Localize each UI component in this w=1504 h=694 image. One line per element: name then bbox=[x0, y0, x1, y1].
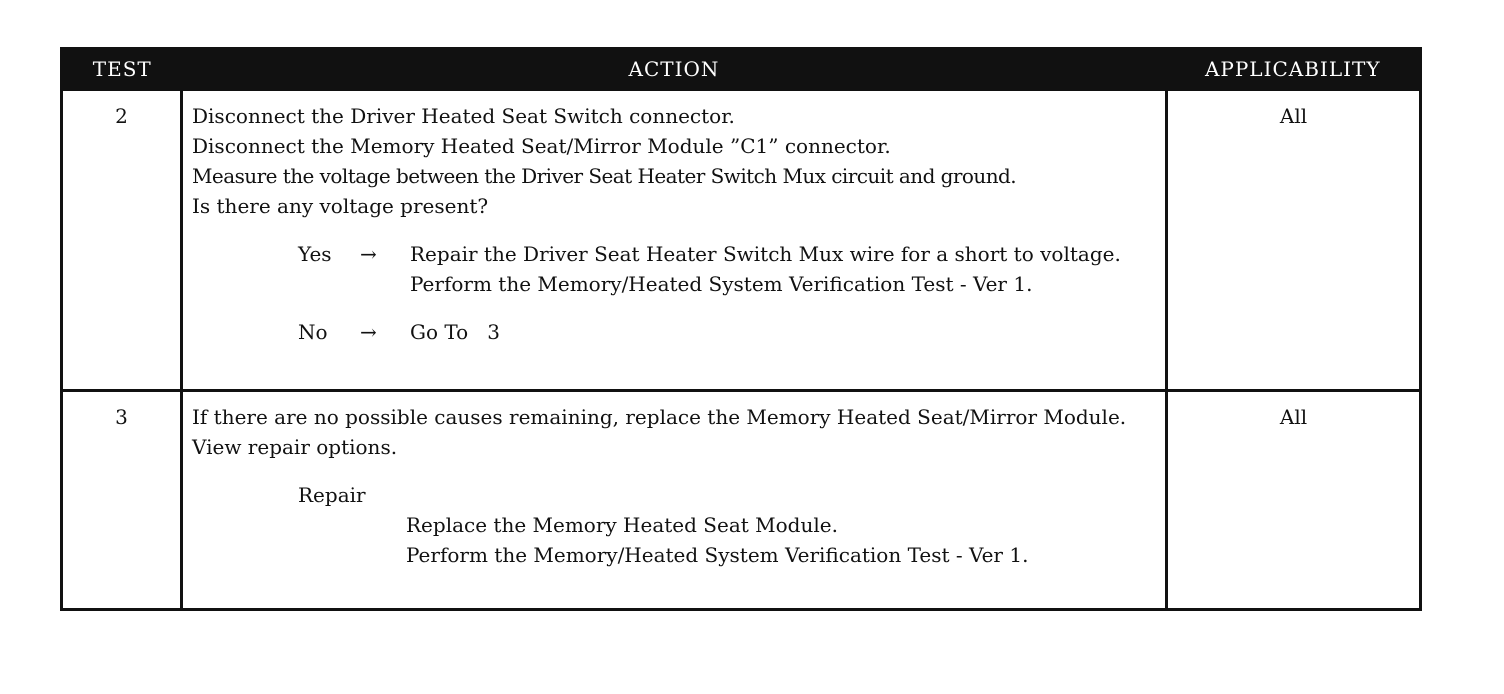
action-cell bbox=[182, 391, 1167, 610]
action-line: If there are no possible causes remaining, replace the Memory Heated Seat/Mirror Module. bbox=[192, 405, 1127, 429]
right-arrow-icon: → bbox=[360, 242, 377, 266]
yes-label: Yes bbox=[298, 242, 332, 266]
repair-block bbox=[298, 480, 1157, 570]
right-arrow-icon: → bbox=[360, 320, 377, 344]
applicability-value: All bbox=[1167, 391, 1421, 610]
yes-repair-text: Repair the Driver Seat Heater Switch Mux wire for a short to voltage. bbox=[410, 242, 1121, 266]
no-label: No bbox=[298, 320, 328, 344]
table-header-row bbox=[62, 49, 1421, 90]
action-line: Measure the voltage between the Driver Seat Heater Switch Mux circuit and ground. bbox=[192, 164, 1017, 188]
header-action: ACTION bbox=[182, 49, 1167, 90]
table-row bbox=[62, 391, 1421, 610]
yes-verify-text: Perform the Memory/Heated System Verification Test - Ver 1. bbox=[410, 272, 1033, 296]
action-line: Is there any voltage present? bbox=[192, 194, 489, 218]
applicability-value: All bbox=[1167, 90, 1421, 391]
repair-step: Replace the Memory Heated Seat Module. bbox=[406, 513, 838, 537]
diagnostic-test-table bbox=[60, 47, 1422, 611]
test-number: 3 bbox=[62, 391, 182, 610]
repair-step: Perform the Memory/Heated System Verification Test - Ver 1. bbox=[406, 543, 1029, 567]
repair-label: Repair bbox=[298, 483, 366, 507]
no-branch bbox=[298, 317, 1157, 347]
yes-branch bbox=[298, 239, 1157, 299]
test-number: 2 bbox=[62, 90, 182, 391]
action-line: Disconnect the Driver Heated Seat Switch connector. bbox=[192, 104, 735, 128]
header-test: TEST bbox=[62, 49, 182, 90]
action-cell bbox=[182, 90, 1167, 391]
header-applicability: APPLICABILITY bbox=[1167, 49, 1421, 90]
action-line: Disconnect the Memory Heated Seat/Mirror Module ”C1” connector. bbox=[192, 134, 891, 158]
table-row bbox=[62, 90, 1421, 391]
view-repair-options-link[interactable]: View repair options. bbox=[192, 435, 398, 459]
goto-target-link[interactable]: 3 bbox=[487, 320, 501, 344]
goto-text: Go To bbox=[410, 320, 469, 344]
